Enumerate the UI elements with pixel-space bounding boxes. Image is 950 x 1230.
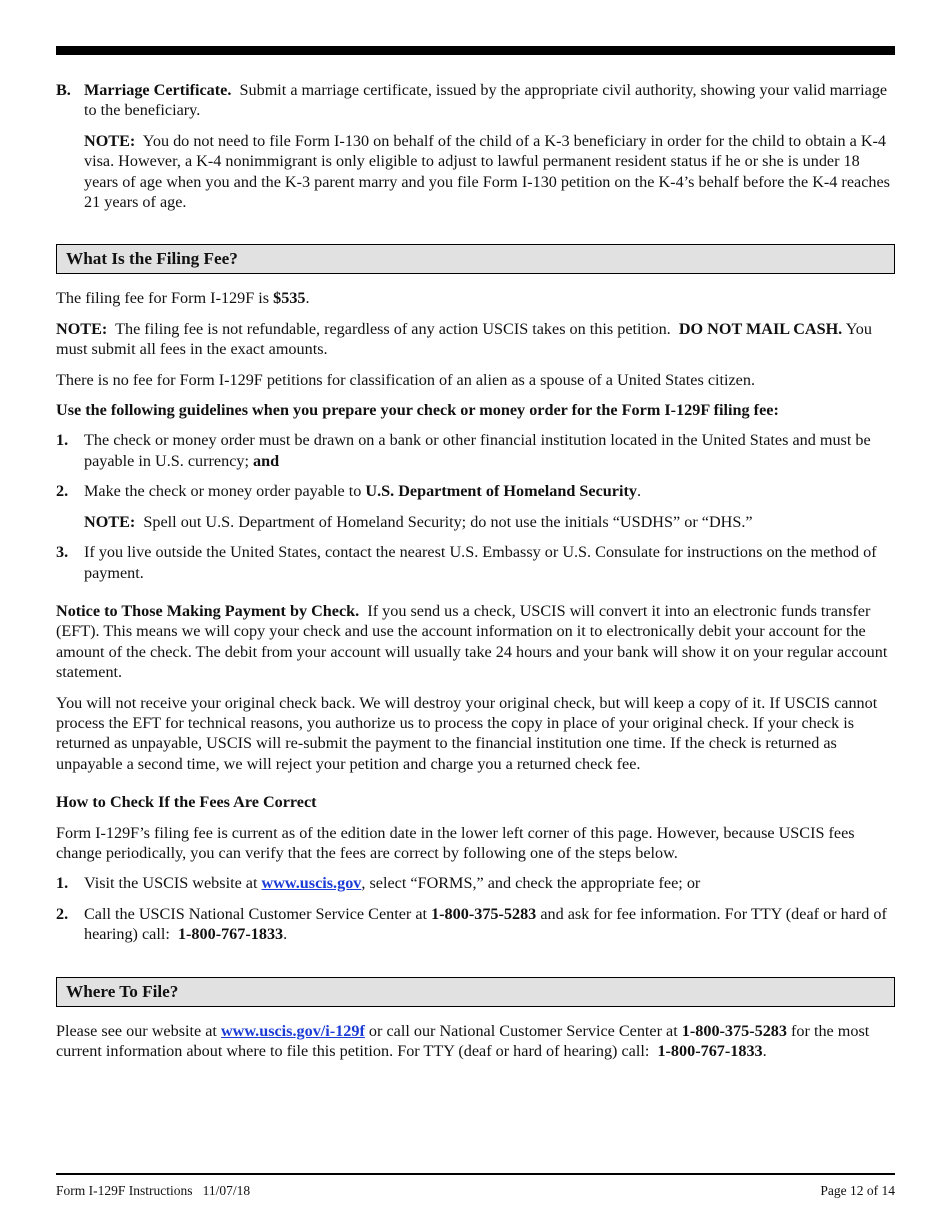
item-text: Visit the USCIS website at: [84, 874, 258, 893]
fee-note-tail: You must submit all fees in the exact amounts.: [56, 319, 872, 359]
where-prefix: Please see our website at: [56, 1021, 217, 1040]
filing-fee-note: [56, 319, 895, 360]
no-fee-text: There is no fee for Form I-129F petitions for classification of an alien as a spouse of a United States citizen.: [56, 370, 756, 389]
note-label: NOTE:: [84, 512, 136, 531]
item-suffix: .: [636, 482, 641, 501]
item-suffix: , select “FORMS,” and check the appropriate fee; or: [361, 874, 701, 893]
marriage-certificate-title: Marriage Certificate.: [84, 81, 232, 99]
uscis-i129f-link[interactable]: www.uscis.gov/i-129f: [220, 1021, 365, 1040]
list-item-text: [84, 873, 895, 893]
note-label: NOTE:: [56, 319, 108, 338]
item-marker: 1.: [56, 431, 69, 450]
footer-rule: [56, 1173, 895, 1175]
footer-form-edition: Form I-129F Instructions 11/07/18: [56, 1183, 251, 1198]
guidelines-heading-text: Use the following guidelines when you prepare your check or money order for the Form I-129F filing fee:: [56, 401, 779, 420]
fee-check-heading-text: How to Check If the Fees Are Correct: [56, 793, 317, 812]
item-text: Make the check or money order payable to: [84, 482, 362, 501]
check-notice-text: If you send us a check, USCIS will convert it into an electronic funds transfer (EFT). This means we will copy your check and use the account information on it to electronically debit your account for the amount of the check. The debit from your account will usually take 24 hours and your bank will show it on your regular account statement.: [56, 601, 888, 682]
fee-amount: $535: [273, 289, 306, 308]
list-item-text: [84, 430, 895, 471]
where-to-file-text: [56, 1021, 895, 1062]
check-notice-title: Notice to Those Making Payment by Check.: [56, 601, 360, 620]
uscis-website-link[interactable]: www.uscis.gov: [261, 874, 362, 893]
fee-check-intro: Form I-129F’s filing fee is current as of the edition date in the lower left corner of this page. However, because USCIS fees change periodically, you can verify that the fees are correct by following one of the steps below.: [56, 823, 855, 862]
list-item-text: [84, 481, 895, 501]
fee-check-heading: [56, 792, 895, 812]
guidelines-heading: [56, 400, 895, 420]
tty-number: 1-800-767-1833: [177, 925, 284, 944]
list-item-text: [84, 904, 895, 945]
marriage-note: [56, 131, 895, 213]
item-marker: 3.: [56, 543, 69, 562]
top-rule: [56, 46, 895, 55]
fee-suffix: .: [305, 289, 310, 308]
page-content: [56, 80, 895, 1061]
footer-page-number: Page 12 of 14: [820, 1183, 895, 1198]
marriage-note-text: You do not need to file Form I-130 on behalf of the child of a K-3 beneficiary in order for the child to obtain a K-4 visa. However, a K-4 nonimmigrant is only eligible to adjust to lawful permanent resident status if he or she is under 18 years of age when you and the K-3 parent marry and you file Form I-130 petition on the K-4’s behalf before the K-4 reaches 21 years of age.: [84, 131, 890, 212]
list-item: [56, 904, 895, 945]
payee-name: U.S. Department of Homeland Security: [365, 482, 637, 501]
payee-note: [56, 512, 895, 532]
phone-number: 1-800-375-5283: [681, 1021, 787, 1040]
tty-number: 1-800-767-1833: [657, 1042, 763, 1060]
item-middle: and ask for fee information. For TTY (deaf or hard of hearing) call:: [84, 904, 887, 944]
list-item: [56, 542, 895, 583]
marriage-certificate-text: [84, 80, 895, 121]
item-and: and: [253, 451, 280, 470]
where-to-file-header: Where To File?: [56, 977, 895, 1007]
marriage-certificate-item: [56, 80, 895, 121]
item-marker: 2.: [56, 482, 69, 501]
item-marker: 2.: [56, 904, 69, 923]
no-cash-warning: DO NOT MAIL CASH.: [678, 319, 843, 338]
list-item: [56, 481, 895, 501]
item-marker: 1.: [56, 874, 69, 893]
fee-prefix: The filing fee for Form I-129F is: [56, 289, 270, 308]
item-marker: B.: [56, 81, 71, 99]
item-text: The check or money order must be drawn on a bank or other financial institution located in the United States and must be payable in U.S. currency;: [84, 431, 871, 470]
item-text: Call the USCIS National Customer Service Center at: [84, 904, 428, 923]
check-notice: [56, 601, 895, 683]
filing-fee-amount: [56, 288, 895, 308]
check-notice-paragraph: You will not receive your original check back. We will destroy your original check, but will keep a copy of it. If USCIS cannot process the EFT for technical reasons, you authorize us to process the copy in place of your original check. If your check is returned as unpayable, USCIS will re-submit the payment to the financial institution one time. If the check is returned as unpayable a second time, we will reject your petition and charge you a returned check fee.: [56, 693, 878, 773]
list-item: [56, 430, 895, 471]
where-suffix: .: [762, 1042, 767, 1060]
list-item-text: If you live outside the United States, contact the nearest U.S. Embassy or U.S. Consulate for instructions on the method of payment.: [84, 543, 877, 582]
item-suffix: .: [283, 925, 288, 944]
where-middle2: for the most current information about where to file this petition. For TTY (deaf or hard of hearing) call:: [56, 1021, 870, 1060]
phone-number: 1-800-375-5283: [431, 904, 537, 923]
fee-note-text: The filing fee is not refundable, regardless of any action USCIS takes on this petition.: [115, 319, 671, 338]
marriage-certificate-body: Submit a marriage certificate, issued by the appropriate civil authority, showing your valid marriage to the beneficiary.: [84, 81, 888, 120]
note-label: NOTE:: [84, 131, 136, 150]
where-middle: or call our National Customer Service Center at: [368, 1021, 678, 1040]
filing-fee-header: What Is the Filing Fee?: [56, 244, 895, 274]
list-item: [56, 873, 895, 893]
payee-note-text: Spell out U.S. Department of Homeland Security; do not use the initials “USDHS” or “DHS.”: [143, 512, 753, 531]
